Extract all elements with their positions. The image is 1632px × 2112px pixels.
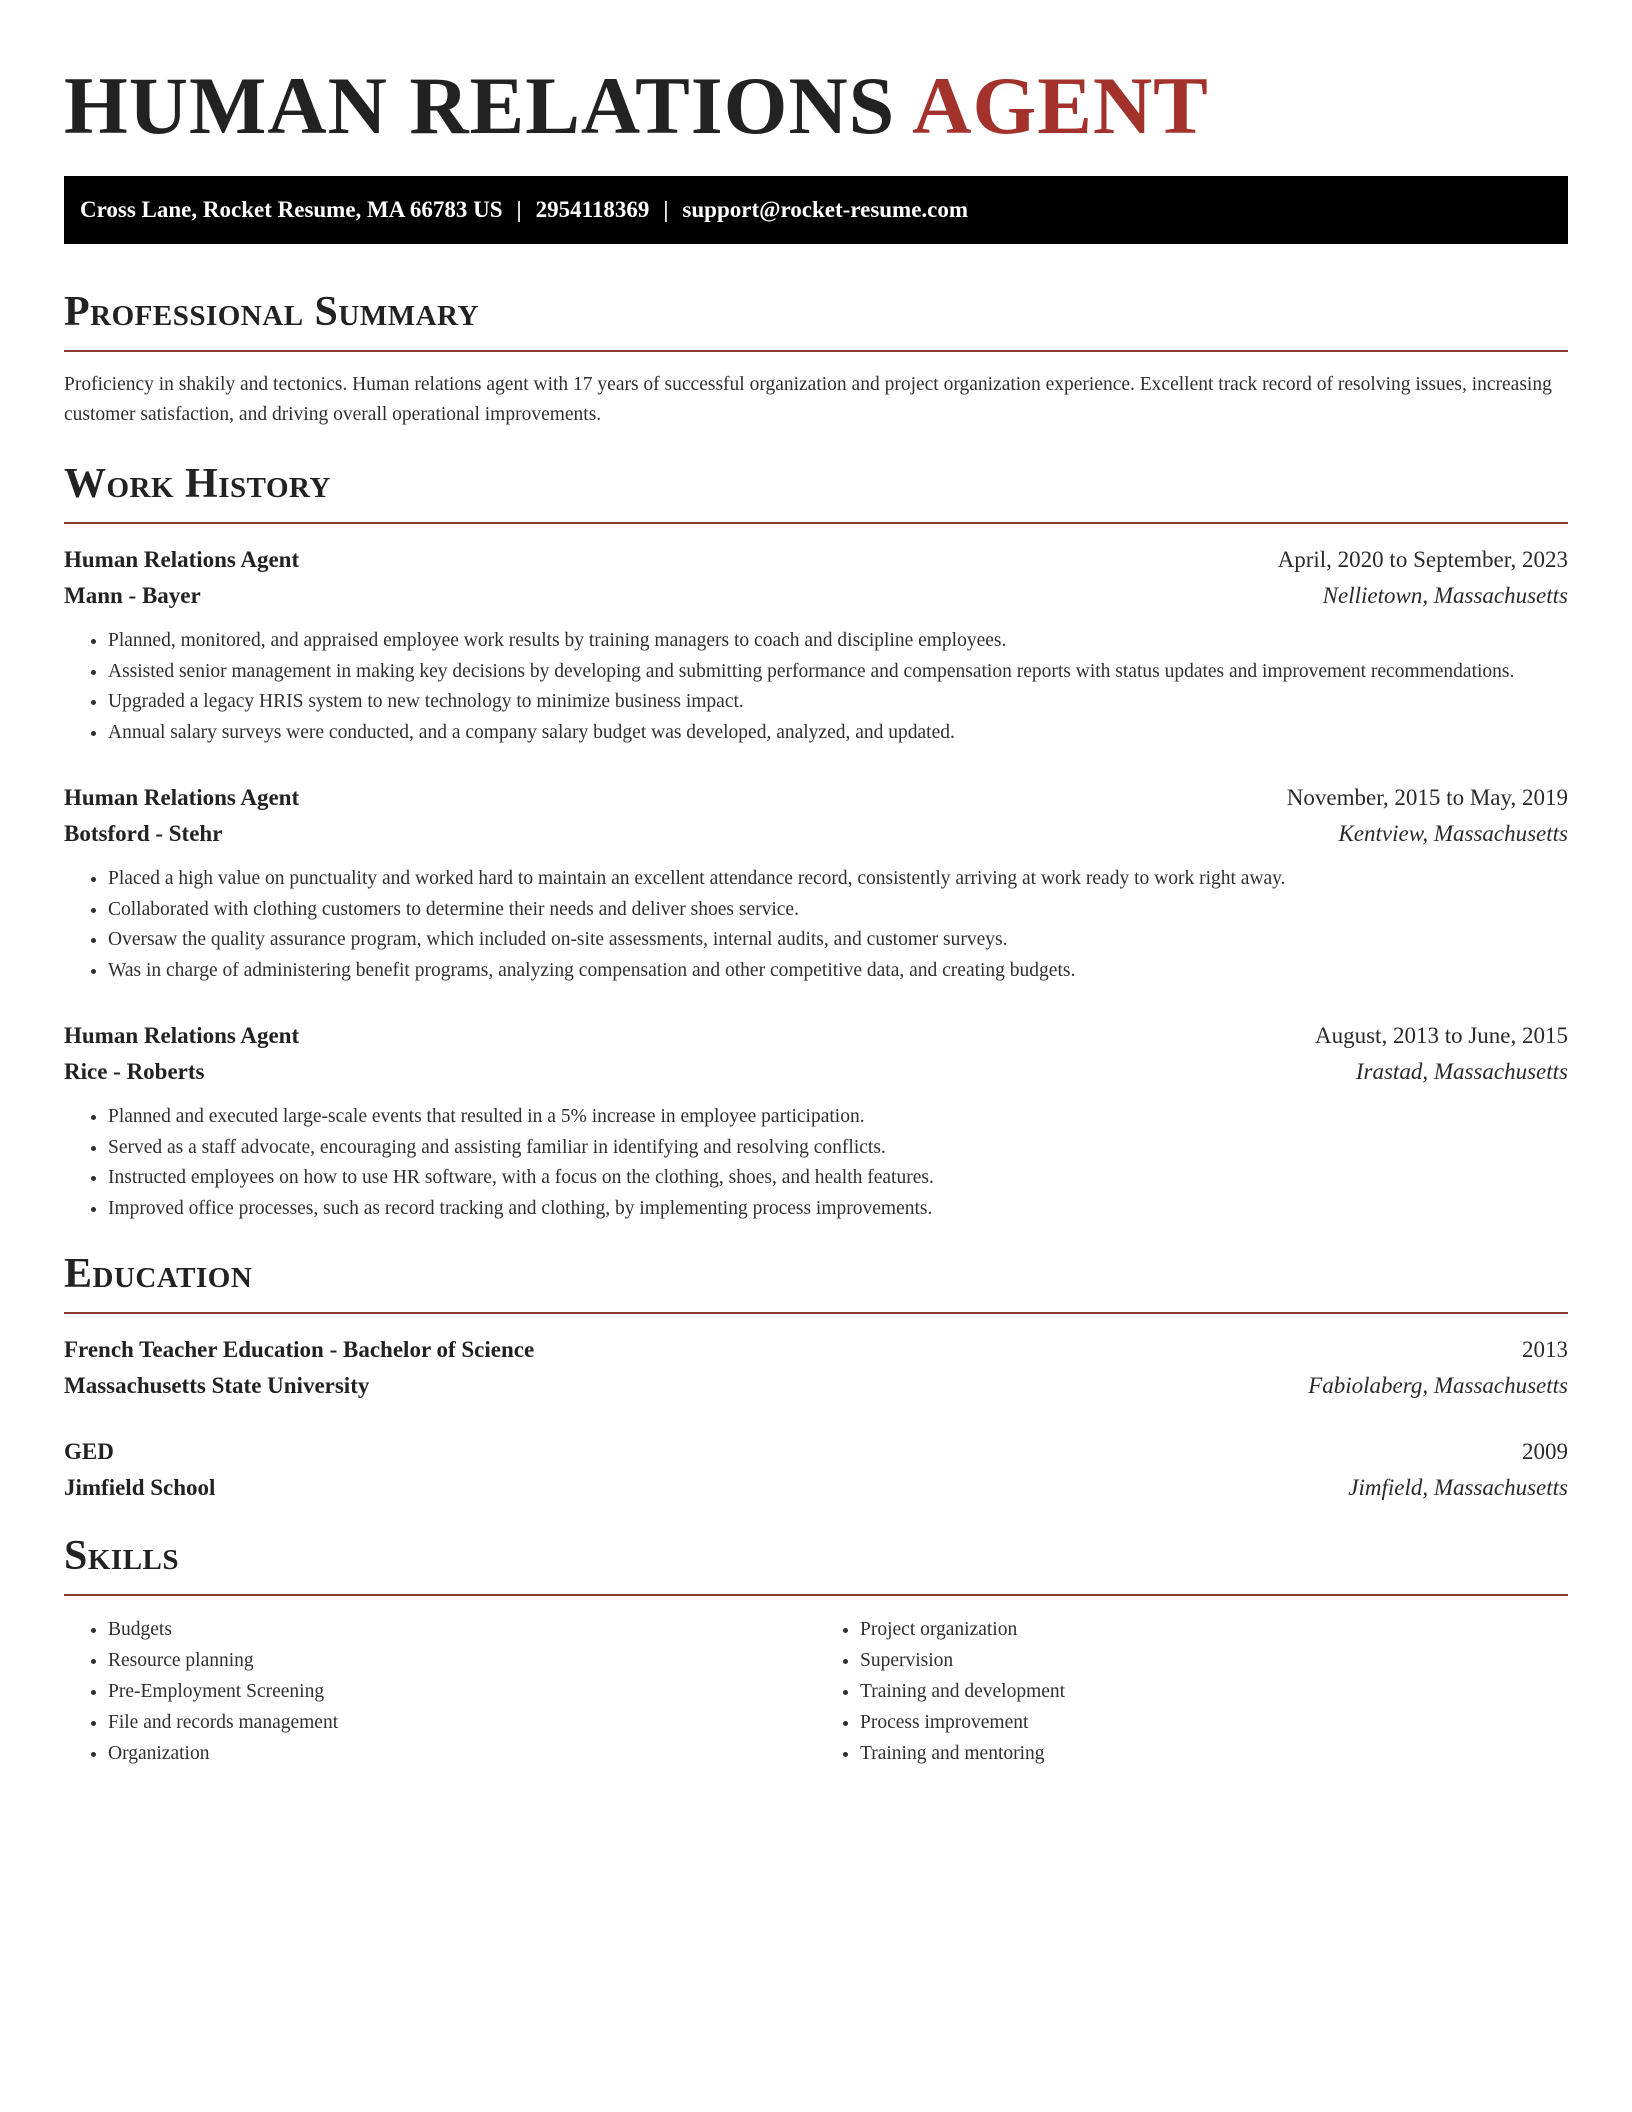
job-location: Nellietown, Massachusetts — [1322, 583, 1568, 608]
skill-item: • Process improvement — [860, 1707, 1568, 1738]
job-dates: April, 2020 to September, 2023 — [1277, 547, 1568, 572]
education-location: Fabiolaberg, Massachusetts — [1308, 1373, 1568, 1398]
skill-item: • Budgets — [108, 1614, 816, 1645]
job-entry — [64, 1018, 1568, 1224]
job-title: Human Relations Agent — [64, 785, 300, 810]
skill-item: • Supervision — [860, 1645, 1568, 1676]
list-item: • Assisted senior management in making key decisions by developing and submitting performance and compensation reports with status updates and improvement recommendations. — [108, 657, 1568, 688]
skill-item: • Training and development — [860, 1676, 1568, 1707]
job-title: Human Relations Agent — [64, 547, 300, 572]
education-school-row — [64, 1368, 1568, 1404]
job-header-row — [64, 542, 1568, 578]
contact-phone[interactable]: 2954118369 — [535, 197, 650, 222]
list-item: • Instructed employees on how to use HR software, with a focus on the clothing, shoes, and health features. — [108, 1163, 1568, 1194]
section-heading-work: Work History — [64, 461, 331, 507]
job-dates: November, 2015 to May, 2019 — [1286, 785, 1568, 810]
education-year: 2009 — [1522, 1439, 1568, 1464]
education-degree: GED — [64, 1439, 114, 1464]
job-bullets — [64, 626, 1568, 748]
list-item: • Oversaw the quality assurance program, which included on-site assessments, internal audits, and customer surveys. — [108, 925, 1568, 956]
list-item: • Planned, monitored, and appraised employee work results by training managers to coach and discipline employees. — [108, 626, 1568, 657]
skill-item: • Project organization — [860, 1614, 1568, 1645]
list-item: • Annual salary surveys were conducted, and a company salary budget was developed, analyzed, and updated. — [108, 718, 1568, 749]
list-item: • Planned and executed large-scale events that resulted in a 5% increase in employee participation. — [108, 1102, 1568, 1133]
work-history-section — [64, 460, 1568, 1224]
contact-email[interactable]: support@rocket-resume.com — [682, 197, 969, 222]
education-header-row — [64, 1332, 1568, 1368]
job-company: Botsford - Stehr — [64, 821, 223, 846]
section-heading-skills: Skills — [64, 1533, 180, 1579]
list-item: • Served as a staff advocate, encouraging and assisting familiar in identifying and resolving conflicts. — [108, 1133, 1568, 1164]
job-location: Kentview, Massachusetts — [1338, 821, 1568, 846]
resume-title — [64, 56, 1568, 156]
skills-list-right — [816, 1614, 1568, 1769]
education-school: Massachusetts State University — [64, 1373, 370, 1398]
education-school-row — [64, 1470, 1568, 1506]
section-divider — [64, 1312, 1568, 1314]
contact-address: Cross Lane, Rocket Resume, MA 66783 US — [80, 197, 503, 222]
job-entry — [64, 780, 1568, 986]
contact-separator: | — [516, 197, 522, 222]
section-heading-summary: Professional Summary — [64, 289, 479, 335]
job-company: Mann - Bayer — [64, 583, 201, 608]
skills-list-left — [64, 1614, 816, 1769]
list-item: • Improved office processes, such as record tracking and clothing, by implementing process improvements. — [108, 1194, 1568, 1225]
education-entry — [64, 1332, 1568, 1404]
skill-item: • Pre-Employment Screening — [108, 1676, 816, 1707]
education-school: Jimfield School — [64, 1475, 216, 1500]
contact-separator: | — [663, 197, 669, 222]
skills-section — [64, 1532, 1568, 1769]
title-accent: AGENT — [912, 60, 1209, 151]
section-divider — [64, 350, 1568, 352]
education-degree: French Teacher Education - Bachelor of Science — [64, 1337, 535, 1362]
education-entry — [64, 1434, 1568, 1506]
job-company-row — [64, 816, 1568, 852]
education-year: 2013 — [1522, 1337, 1568, 1362]
list-item: • Collaborated with clothing customers to determine their needs and deliver shoes service. — [108, 895, 1568, 926]
section-divider — [64, 1594, 1568, 1596]
job-header-row — [64, 780, 1568, 816]
job-entry — [64, 542, 1568, 748]
list-item: • Placed a high value on punctuality and worked hard to maintain an excellent attendance record, consistently arriving at work ready to work right away. — [108, 864, 1568, 895]
job-company: Rice - Roberts — [64, 1059, 205, 1084]
title-main: HUMAN RELATIONS — [64, 60, 896, 151]
skill-item: • Organization — [108, 1738, 816, 1769]
job-bullets — [64, 864, 1568, 986]
job-header-row — [64, 1018, 1568, 1054]
education-location: Jimfield, Massachusetts — [1348, 1475, 1568, 1500]
job-company-row — [64, 1054, 1568, 1090]
education-header-row — [64, 1434, 1568, 1470]
job-dates: August, 2013 to June, 2015 — [1315, 1023, 1568, 1048]
job-title: Human Relations Agent — [64, 1023, 300, 1048]
list-item: • Was in charge of administering benefit programs, analyzing compensation and other competitive data, and creating budgets. — [108, 956, 1568, 987]
skills-columns — [64, 1614, 1568, 1769]
list-item: • Upgraded a legacy HRIS system to new technology to minimize business impact. — [108, 687, 1568, 718]
skill-item: • Training and mentoring — [860, 1738, 1568, 1769]
education-section — [64, 1250, 1568, 1506]
job-company-row — [64, 578, 1568, 614]
summary-text: Proficiency in shakily and tectonics. Human relations agent with 17 years of successful organization and project organization experience. Excellent track record of resolving issues, increasing customer satisfaction, and driving overall operational improvements. — [64, 374, 1552, 425]
section-divider — [64, 522, 1568, 524]
section-heading-education: Education — [64, 1251, 253, 1297]
contact-bar — [64, 176, 1568, 244]
job-location: Irastad, Massachusetts — [1355, 1059, 1568, 1084]
summary-section — [64, 288, 1568, 430]
skill-item: • File and records management — [108, 1707, 816, 1738]
skill-item: • Resource planning — [108, 1645, 816, 1676]
job-bullets — [64, 1102, 1568, 1224]
